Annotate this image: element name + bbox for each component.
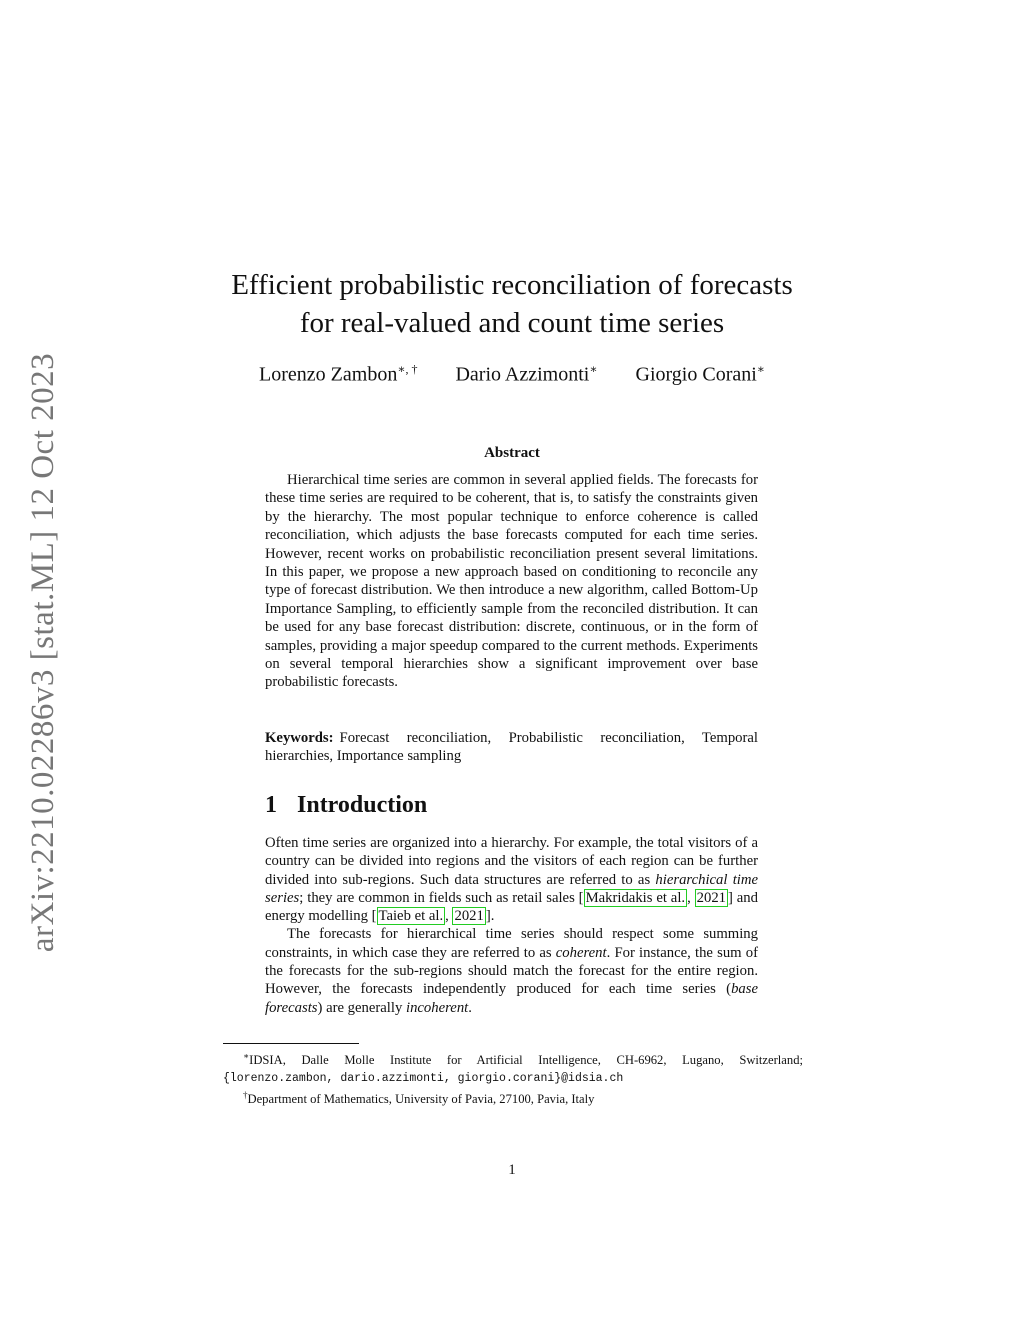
section-title: Introduction bbox=[297, 792, 428, 818]
emphasis: base forecasts bbox=[265, 981, 758, 1016]
title-line-1: Efficient probabilistic reconciliation of forecasts bbox=[231, 269, 793, 301]
author-name: Giorgio Corani bbox=[635, 363, 757, 386]
citation-link[interactable]: Makridakis et al. bbox=[585, 889, 686, 906]
author-marks: ∗, † bbox=[397, 362, 418, 376]
section-heading bbox=[265, 792, 427, 819]
author bbox=[259, 362, 417, 387]
footnote-mark: † bbox=[243, 1090, 248, 1101]
emphasis: incoherent bbox=[405, 999, 469, 1016]
author-emails: {lorenzo.zambon, dario.azzimonti, giorgio.corani}@idsia.ch bbox=[223, 1071, 624, 1085]
abstract-heading: Abstract bbox=[484, 445, 540, 461]
citation-link[interactable]: Taieb et al. bbox=[378, 908, 444, 925]
intro-paragraph: Often time series are organized into a hierarchy. For example, the total visitors of a country can be divided into regions and the visitors of each region can be further divided into sub-regions. Such data structures are referred to as hierarchical time series; they are common in fields such as retail sales [ Makridakis et al. , 2021 ] and energy modelling [ Taieb et al. , 2021 ]. bbox=[265, 835, 758, 925]
author-marks: ∗ bbox=[589, 362, 598, 376]
paper-title bbox=[170, 266, 854, 342]
section-number: 1 bbox=[265, 792, 277, 818]
author bbox=[636, 362, 765, 387]
arxiv-stamp-text: arXiv:2210.02286v3 [stat.ML] 12 Oct 2023 bbox=[25, 352, 62, 953]
keywords-label: Keywords: bbox=[265, 730, 334, 746]
introduction-body bbox=[265, 834, 758, 1017]
keywords bbox=[265, 729, 758, 766]
author-name: Lorenzo Zambon bbox=[259, 363, 398, 386]
title-line-2: for real-valued and count time series bbox=[299, 307, 725, 339]
footnote-mark: ∗ bbox=[243, 1051, 250, 1061]
arxiv-stamp bbox=[22, 345, 66, 960]
author bbox=[455, 362, 597, 387]
page-number: 1 bbox=[508, 1162, 516, 1178]
citation-link[interactable]: 2021 bbox=[696, 889, 727, 906]
footnotes bbox=[223, 1048, 803, 1108]
emphasis: coherent bbox=[555, 944, 607, 961]
author-marks: ∗ bbox=[756, 362, 765, 376]
abstract-text: Hierarchical time series are common in several applied fields. The forecasts for these time series are required to be coherent, that is, to satisfy the constraints given by the hierarchy. The most popular technique to enforce coherence is called reconciliation, which adjusts the base forecasts computed for each time series. However, recent works on probabilistic reconciliation present several limitations. In this paper, we propose a new approach based on conditioning to reconcile any type of forecast distribution. We then introduce a new algorithm, called Bottom-Up Importance Sampling, to efficiently sample from the reconciled distribution. It can be used for any base forecast distribution: discrete, continuous, or in the form of samples, providing a major speedup compared to the current methods. Experiments on several temporal hierarchies show a significant improvement over base probabilistic forecasts. bbox=[265, 472, 758, 691]
footnote-divider bbox=[223, 1043, 359, 1044]
author-name: Dario Azzimonti bbox=[455, 363, 590, 386]
footnote: ∗IDSIA, Dalle Molle Institute for Artificial Intelligence, CH-6962, Lugano, Switzerland; {lorenzo.zambon, dario.azzimonti, giorgio.corani}@idsia.ch bbox=[223, 1051, 803, 1085]
emphasis: hierarchical time series bbox=[265, 871, 758, 906]
footnote: †Department of Mathematics, University of Pavia, 27100, Pavia, Italy bbox=[243, 1090, 595, 1107]
keywords-text: Forecast reconciliation, Probabilistic reconciliation, Temporal hierarchies, Importance sampling bbox=[265, 730, 758, 765]
citation-link[interactable]: 2021 bbox=[454, 908, 484, 925]
author-list bbox=[200, 362, 824, 387]
intro-paragraph: The forecasts for hierarchical time series should respect some summing constraints, in which case they are referred to as coherent. For instance, the sum of the forecasts for the sub-regions should match the forecast for the entire region. However, the forecasts independently produced for each time series (base forecasts) are generally incoherent. bbox=[265, 926, 758, 1016]
